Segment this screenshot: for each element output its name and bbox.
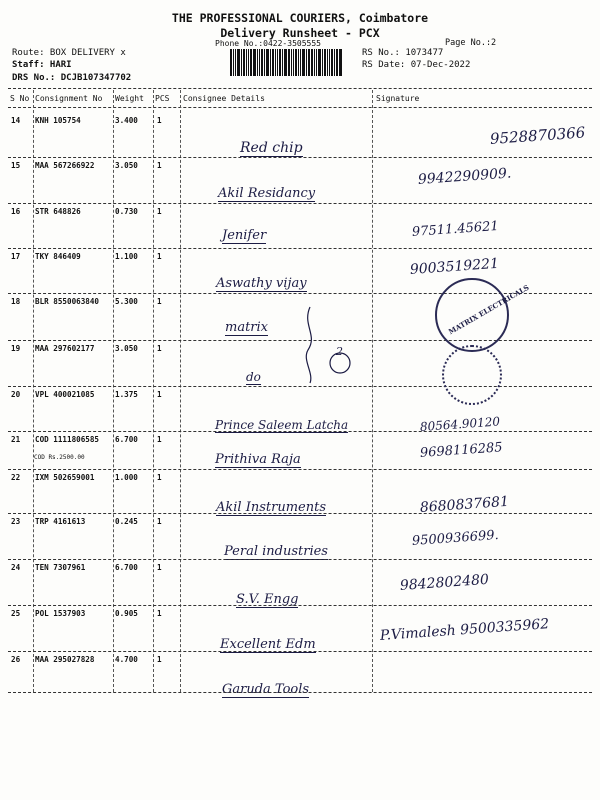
row-signature-handwritten: P.Vimalesh 9500335962 <box>379 616 550 644</box>
row-consignee-handwritten: Akil Instruments <box>216 500 326 515</box>
barcode-bar <box>295 49 297 76</box>
col-divider <box>113 90 114 692</box>
table-bottom-rule <box>8 692 592 693</box>
row-pcs: 1 <box>157 252 162 261</box>
barcode-bar <box>331 49 333 76</box>
barcode-bar <box>311 49 313 76</box>
barcode-bar <box>250 49 252 76</box>
row-sno: 25 <box>11 609 21 618</box>
col-divider <box>180 90 181 692</box>
col-divider <box>372 90 373 692</box>
row-consignee-handwritten: Red chip <box>240 140 303 156</box>
barcode-bar <box>257 49 258 76</box>
row-separator <box>8 651 592 652</box>
row-consignment-no: VPL 400021085 <box>35 390 95 399</box>
row-consignment-no: TEN 7307961 <box>35 563 86 572</box>
barcode-bar <box>237 49 240 76</box>
barcode-bar <box>318 49 321 76</box>
barcode-bar <box>241 49 242 76</box>
row-pcs: 1 <box>157 473 162 482</box>
barcode-bar <box>302 49 305 76</box>
row-consignee-handwritten: Excellent Edm <box>220 637 316 652</box>
row-sno: 26 <box>11 655 21 664</box>
row-weight: 1.000 <box>115 473 138 482</box>
row-sno: 24 <box>11 563 21 572</box>
row-weight: 1.100 <box>115 252 138 261</box>
row-signature-handwritten: 9528870366 <box>489 123 586 148</box>
row-consignment-no: POL 1537903 <box>35 609 86 618</box>
barcode-bar <box>291 49 292 76</box>
row-sno: 20 <box>11 390 21 399</box>
barcode-bar <box>282 49 283 76</box>
rs-number: RS No.: 1073477 <box>362 48 444 58</box>
barcode-bar <box>339 49 342 76</box>
row-separator <box>8 386 592 387</box>
company-stamp-faded <box>442 345 502 405</box>
runsheet-title: Delivery Runsheet - PCX <box>220 26 380 40</box>
row-pcs: 1 <box>157 116 162 125</box>
row-consignment-no: BLR 8550063840 <box>35 297 100 306</box>
row-signature-handwritten: 80564.90120 <box>419 414 501 434</box>
barcode <box>230 49 358 76</box>
col-weight: Weight <box>115 94 144 103</box>
barcode-bar <box>298 49 299 76</box>
row-weight: 0.245 <box>115 517 138 526</box>
barcode-bar <box>272 49 274 76</box>
barcode-bar <box>334 49 335 76</box>
barcode-bar <box>253 49 256 76</box>
barcode-bar <box>288 49 290 76</box>
row-consignment-no: MAA 295027828 <box>35 655 95 664</box>
row-pcs: 1 <box>157 655 162 664</box>
row-consignment-no: TRP 4161613 <box>35 517 86 526</box>
row-signature-handwritten: 9842802480 <box>399 571 490 594</box>
row-separator <box>8 559 592 560</box>
row-consignee-handwritten: S.V. Engg <box>236 592 299 607</box>
row-sno: 17 <box>11 252 21 261</box>
row-signature-handwritten: 9003519221 <box>409 255 500 278</box>
barcode-bar <box>279 49 281 76</box>
barcode-bar <box>264 49 265 76</box>
row-consignment-no: MAA 297602177 <box>35 344 95 353</box>
row-consignee-handwritten: Jenifer <box>222 228 267 243</box>
row-sno: 23 <box>11 517 21 526</box>
row-separator <box>8 605 592 606</box>
col-divider <box>33 90 34 692</box>
row-cod-amount: COD Rs.2500.00 <box>34 454 85 461</box>
row-signature-handwritten: 9698116285 <box>419 440 504 461</box>
col-signature: Signature <box>376 94 420 103</box>
row-consignee-handwritten: Peral industries <box>224 544 328 559</box>
row-consignee-handwritten: Garuda Tools <box>222 682 310 697</box>
row-weight: 0.730 <box>115 207 138 216</box>
page-number: Page No.:2 <box>445 38 497 48</box>
col-divider <box>153 90 154 692</box>
row-sno: 18 <box>11 297 21 306</box>
row-separator <box>8 203 592 204</box>
barcode-bar <box>322 49 323 76</box>
barcode-bar <box>314 49 315 76</box>
barcode-bar <box>300 49 301 76</box>
barcode-bar <box>277 49 278 76</box>
row-weight: 5.300 <box>115 297 138 306</box>
row-consignee-handwritten: Aswathy vijay <box>216 276 307 291</box>
row-consignment-no: COD 1111806585 <box>35 435 100 444</box>
row-sno: 21 <box>11 435 21 444</box>
row-weight: 1.375 <box>115 390 138 399</box>
row-pcs: 1 <box>157 563 162 572</box>
barcode-bar <box>275 49 276 76</box>
rs-date: RS Date: 07-Dec-2022 <box>362 60 471 70</box>
barcode-bar <box>270 49 271 76</box>
row-pcs: 1 <box>157 390 162 399</box>
row-consignment-no: MAA 567266922 <box>35 161 95 170</box>
col-consignment: Consignment No <box>35 94 103 103</box>
barcode-bar <box>327 49 328 76</box>
barcode-bar <box>336 49 338 76</box>
header-bottom-rule <box>8 107 592 108</box>
barcode-bar <box>316 49 317 76</box>
row-weight: 3.050 <box>115 344 138 353</box>
row-consignment-no: STR 648826 <box>35 207 81 216</box>
row-weight: 4.700 <box>115 655 138 664</box>
row-sno: 19 <box>11 344 21 353</box>
barcode-bar <box>248 49 249 76</box>
row-weight: 3.050 <box>115 161 138 170</box>
row-separator <box>8 513 592 514</box>
col-consignee: Consignee Details <box>183 94 265 103</box>
row-weight: 0.905 <box>115 609 138 618</box>
stamp-text: MATRIX ELECTRICALS <box>446 282 531 337</box>
barcode-bar <box>308 49 310 76</box>
barcode-bar <box>243 49 245 76</box>
barcode-bar <box>233 49 234 76</box>
row-weight: 6.700 <box>115 563 138 572</box>
row-sno: 14 <box>11 116 21 125</box>
barcode-bar <box>306 49 307 76</box>
barcode-bar <box>246 49 247 76</box>
barcode-bar <box>293 49 294 76</box>
row-pcs: 1 <box>157 517 162 526</box>
col-pcs: PCS <box>155 94 170 103</box>
row-signature-handwritten: 8680837681 <box>419 493 510 516</box>
row-pcs: 1 <box>157 609 162 618</box>
row-separator <box>8 469 592 470</box>
row-pcs: 1 <box>157 435 162 444</box>
row-consignee-handwritten: Prithiva Raja <box>215 452 301 467</box>
row-separator <box>8 431 592 432</box>
phone-number: Phone No.:0422-3505555 <box>215 39 321 48</box>
row-weight: 6.700 <box>115 435 138 444</box>
row-signature-handwritten: 97511.45621 <box>411 218 500 240</box>
row-pcs: 1 <box>157 207 162 216</box>
barcode-bar <box>329 49 330 76</box>
row-separator <box>8 248 592 249</box>
row-sno: 15 <box>11 161 21 170</box>
row-sno: 22 <box>11 473 21 482</box>
row-signature-handwritten: 9500936699. <box>411 527 500 549</box>
barcode-bar <box>230 49 232 76</box>
row-consignment-no: KNH 105754 <box>35 116 81 125</box>
circled-number: 2 <box>336 345 343 358</box>
row-consignee-handwritten: Prince Saleem Latcha <box>215 418 349 432</box>
row-consignment-no: TKY 846409 <box>35 252 81 261</box>
row-pcs: 1 <box>157 161 162 170</box>
row-pcs: 1 <box>157 297 162 306</box>
row-separator <box>8 157 592 158</box>
company-name: THE PROFESSIONAL COURIERS, Coimbatore <box>171 11 429 25</box>
row-signature-handwritten: 9942290909. <box>417 165 512 188</box>
row-consignee-handwritten: do <box>246 370 261 384</box>
route-label: Route: BOX DELIVERY x <box>12 48 126 58</box>
col-sno: S No <box>10 94 30 103</box>
barcode-bar <box>266 49 269 76</box>
row-consignment-no: IXM 502659001 <box>35 473 95 482</box>
row-consignee-handwritten: matrix <box>225 320 269 335</box>
row-sno: 16 <box>11 207 21 216</box>
barcode-bar <box>235 49 236 76</box>
header-top-rule <box>8 88 592 89</box>
barcode-bar <box>261 49 263 76</box>
bracket-scribble <box>300 305 360 385</box>
row-weight: 3.400 <box>115 116 138 125</box>
barcode-bar <box>259 49 260 76</box>
row-consignee-handwritten: Akil Residancy <box>218 186 316 201</box>
drs-number: DRS No.: DCJB107347702 <box>12 73 132 83</box>
staff-label: Staff: HARI <box>12 60 72 70</box>
barcode-bar <box>324 49 326 76</box>
row-pcs: 1 <box>157 344 162 353</box>
barcode-bar <box>284 49 287 76</box>
